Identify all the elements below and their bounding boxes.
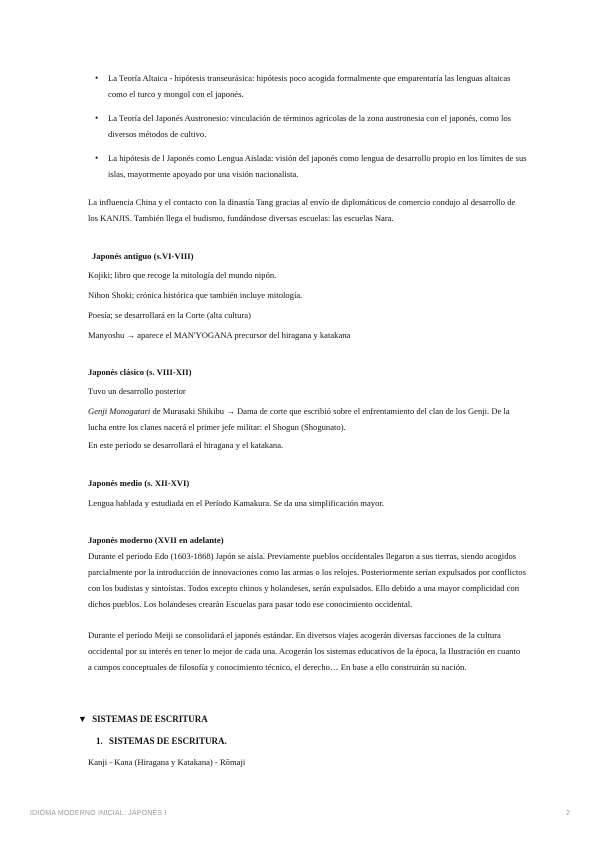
- text-line: En este período se desarrollará el hiragana y el katakana.: [88, 440, 284, 450]
- section-heading-medio: Japonés medio (s. XII-XVI): [88, 478, 190, 488]
- list-item: [95, 70, 528, 102]
- section-heading-antiguo: Japonés antiguo (s.VI-VIII): [92, 251, 194, 261]
- page-number: 2: [566, 810, 570, 817]
- genji-paragraph: [88, 403, 526, 435]
- collapse-triangle-icon[interactable]: ▼: [78, 714, 87, 724]
- bullet-icon: •: [95, 113, 99, 123]
- footer-course-title: IDIOMA MODERNO INICIAL: JAPONÉS I: [30, 810, 167, 817]
- genji-text: de Murasaki Shikibu → Dama de corte que escribió sobre el enfrentamiento del clan de los Genji. De la lucha entre los clanes nacerá el primer jefe militar: el Shogun (Shogunato).: [88, 406, 510, 432]
- subsection-heading: [96, 736, 227, 746]
- section-heading-clasico: Japonés clásico (s. VIII-XII): [88, 367, 192, 377]
- section-title: SISTEMAS DE ESCRITURA: [92, 714, 208, 724]
- text-line: Kojiki; libro que recoge la mitología del mundo nipón.: [88, 270, 277, 280]
- subsection-title: SISTEMAS DE ESCRITURA.: [109, 736, 227, 746]
- theory-bullet-list: [95, 70, 528, 190]
- moderno-paragraph-2: Durante el período Meiji se consolidará el japonés estándar. En diversos viajes acogerán diversas facciones de la cultura occidental por su interés en tener lo mejor de cada una. Acogerán los sistemas educativos de la época, la Ilustración en cuanto a campos conceptuales de filosofía y conocimiento técnico, el derecho… En base a ello construirán su nación.: [88, 630, 521, 672]
- text-line: Tuvo un desarrollo posterior: [88, 386, 186, 396]
- text-line: Manyoshu → aparece el MAN'YOGANA precursor del hiragana y katakana: [88, 330, 351, 340]
- section-heading-moderno: Japonés moderno (XVII en adelante): [88, 535, 224, 545]
- bullet-text: La hipótesis de l Japonés como Lengua Aislada: visión del japonés como lengua de desarrollo propio en los límites de sus islas, mayormente apoyado por una visión nacionalista.: [108, 153, 527, 179]
- bullet-icon: •: [95, 73, 99, 83]
- list-item: [95, 150, 528, 182]
- section-toggle[interactable]: [78, 714, 208, 724]
- list-item: [95, 110, 528, 142]
- text-line: Nihon Shoki; crónica histórica que también incluye mitología.: [88, 290, 303, 300]
- bullet-icon: •: [95, 153, 99, 163]
- moderno-paragraph-1: Durante el período Edo (1603-1868) Japón se aísla. Previamente pueblos occidentales llegaron a sus tierras, siendo acogidos parcialmente por la introducción de innovaciones como las armas o los relojes. Posteriormente serían expulsados por conflictos con los budistas y sintoístas. Todos excepto chinos y holandeses, serán expulsados. Ello debido a una mayor complicidad con dichos pueblos. Los holandeses crearán Escuelas para pasar todo ese conocimiento occidental.: [88, 551, 526, 609]
- genji-title: Genji Monogatari: [88, 406, 151, 416]
- subsection-number: 1.: [96, 736, 103, 746]
- text-line: Poesía; se desarrollará en la Corte (alta cultura): [88, 310, 251, 320]
- bullet-text: La Teoría Altaica - hipótesis transeurásica: hipótesis poco acogida formalmente que emparentaría las lenguas altaicas como el turco y mongol con el japonés.: [108, 73, 511, 99]
- text-line: Lengua hablada y estudiada en el Período Kamakura. Se da una simplificación mayor.: [88, 498, 384, 508]
- writing-systems-line: Kanji - Kana (Hiragana y Katakana) - Rōmaji: [88, 757, 246, 767]
- intro-paragraph: La influencia China y el contacto con la dinastía Tang gracias al envío de diplomáticos de comercio condujo al desarrollo de los KANJIS. También llega el budismo, fundándose diversas escuelas: las escuelas Nara.: [88, 197, 516, 223]
- bullet-text: La Teoría del Japonés Austronesio: vinculación de términos agrícolas de la zona austronesia con el japonés, como los diversos métodos de cultivo.: [108, 113, 512, 139]
